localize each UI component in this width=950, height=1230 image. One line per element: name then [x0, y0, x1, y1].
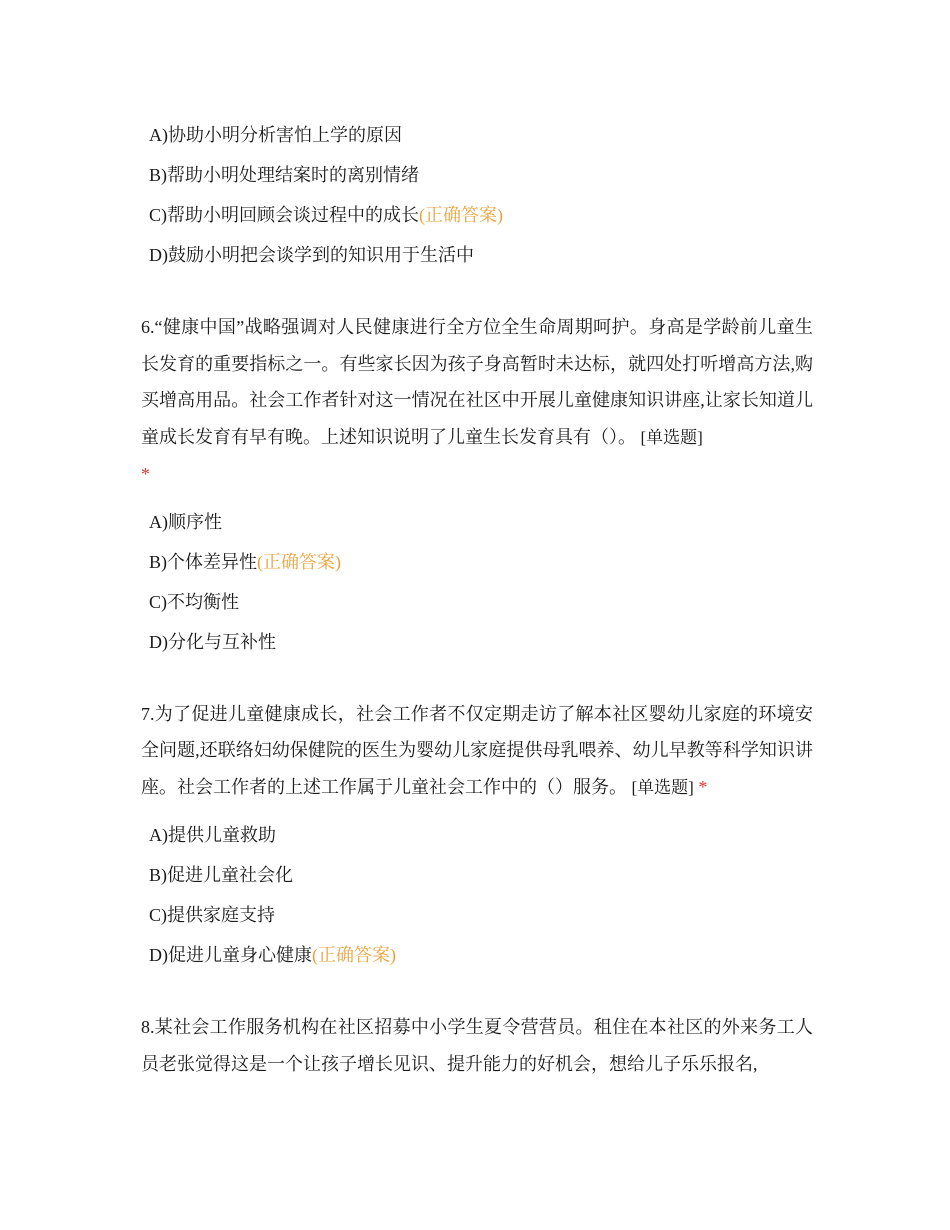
document-page	[141, 115, 813, 1091]
question-7-text: 7.为了促进儿童健康成长，社会工作者不仅定期走访了解本社区婴幼儿家庭的环境安全问题,还联络妇幼保健院的医生为婴幼儿家庭提供母乳喂养、幼儿早教等科学知识讲座。社会工作者的上述工作属于儿童社会工作中的（）服务。	[141, 703, 813, 797]
option-7a: A)提供儿童救助	[149, 825, 276, 845]
option-7b: B)促进儿童社会化	[149, 865, 293, 885]
option-7d: D)促进儿童身心健康(正确答案)	[149, 945, 396, 965]
option-5b: B)帮助小明处理结案时的离别情绪	[149, 165, 419, 185]
option-6a: A)顺序性	[149, 511, 222, 532]
question-type-label: [单选题]	[640, 427, 703, 447]
correct-answer-label: (正确答案)	[419, 205, 503, 225]
option-6c: C)不均衡性	[149, 591, 239, 612]
question-7	[141, 696, 813, 807]
correct-answer-label: (正确答案)	[257, 551, 341, 572]
question-5-options	[141, 115, 813, 275]
question-type-label: [单选题]	[631, 777, 694, 797]
correct-answer-label: (正确答案)	[312, 945, 396, 965]
question-8-text: 8.某社会工作服务机构在社区招募中小学生夏令营营员。租住在本社区的外来务工人员老张觉得这是一个让孩子增长见识、提升能力的好机会，想给儿子乐乐报名,	[141, 1017, 813, 1074]
required-mark: *	[141, 464, 150, 484]
question-6	[141, 309, 813, 493]
question-6-options	[141, 502, 813, 662]
option-6d: D)分化与互补性	[149, 631, 276, 652]
question-7-options	[141, 815, 813, 975]
option-7c: C)提供家庭支持	[149, 905, 275, 925]
option-6b: B)个体差异性(正确答案)	[149, 551, 341, 572]
required-mark: *	[698, 776, 708, 797]
option-5d: D)鼓励小明把会谈学到的知识用于生活中	[149, 245, 474, 265]
question-6-text: 6.“健康中国”战略强调对人民健康进行全方位全生命周期呵护。身高是学龄前儿童生长发育的重要指标之一。有些家长因为孩子身高暂时未达标，就四处打听增高方法,购买增高用品。社会工作者针对这一情况在社区中开展儿童健康知识讲座,让家长知道儿童成长发育有早有晚。上述知识说明了儿童生长发育具有（）。	[141, 317, 813, 447]
option-5a: A)协助小明分析害怕上学的原因	[149, 125, 402, 145]
option-5c: C)帮助小明回顾会谈过程中的成长(正确答案)	[149, 205, 503, 225]
question-8	[141, 1009, 813, 1082]
